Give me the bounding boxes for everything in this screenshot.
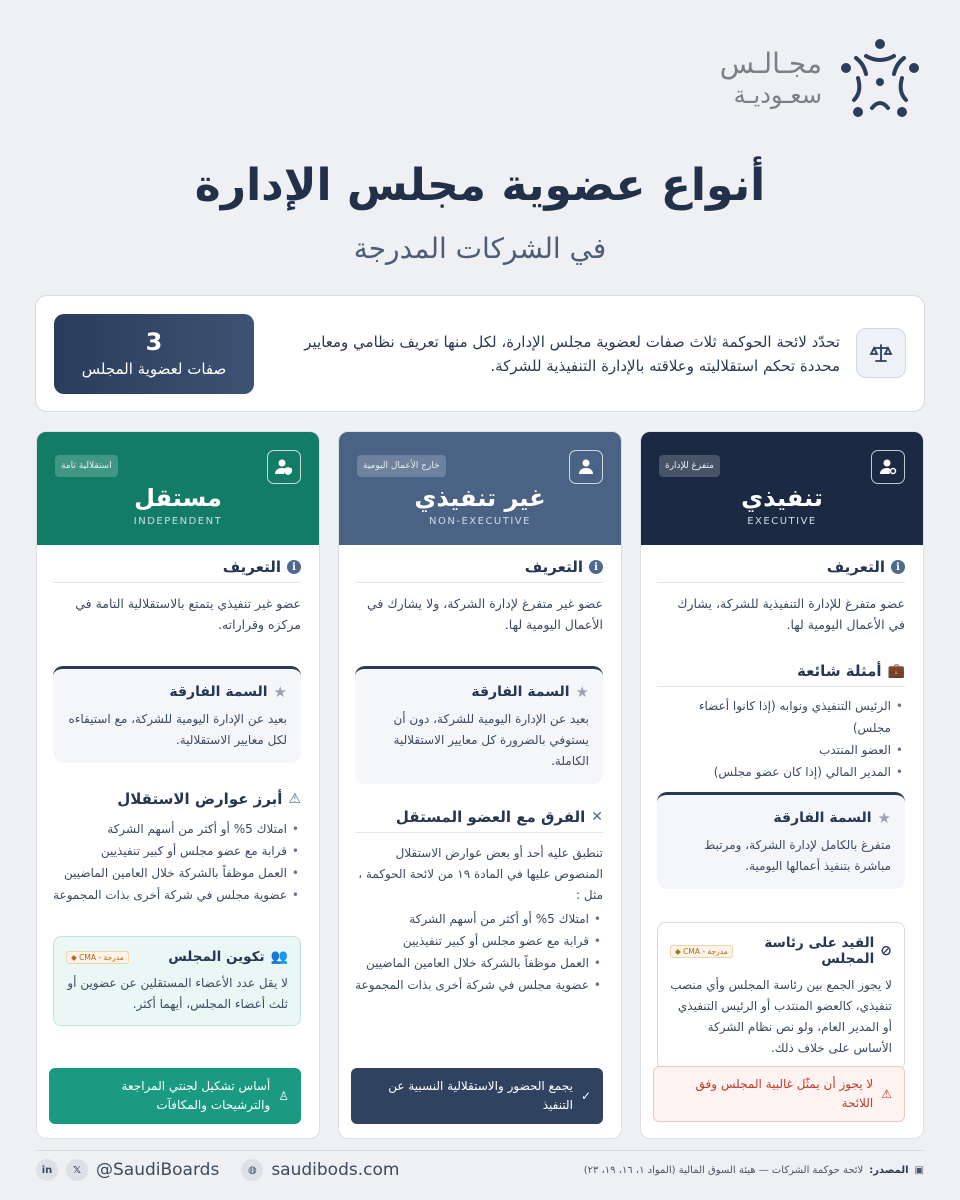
section-title: التعريف	[524, 558, 583, 576]
book-icon: ▣	[914, 1165, 924, 1176]
independent-trait-card	[53, 666, 301, 763]
warning-icon: ⚠	[881, 1086, 892, 1101]
executive-trait-card	[657, 792, 905, 889]
list-item: • العمل موظفاً بالشركة خلال العامين الماضيين	[53, 862, 301, 884]
list-item: • عضوية مجلس في شركة أخرى بذات المجموعة	[355, 974, 603, 996]
list-item: • امتلاك 5% أو أكثر من أسهم الشركة	[355, 908, 603, 930]
list-item: • امتلاك 5% أو أكثر من أسهم الشركة	[53, 818, 301, 840]
executive-footer-alert	[653, 1066, 905, 1122]
executive-definition	[657, 558, 905, 635]
cma-tag: مدرجة - CMA ◆	[670, 945, 733, 958]
star-icon: ★	[273, 683, 287, 701]
source-text: لائحة حوكمة الشركات — هيئة السوق المالية (المواد ١، ١٦، ١٩، ٢٣)	[583, 1165, 864, 1176]
committee-icon: ♙	[278, 1088, 289, 1103]
list-item: • الرئيس التنفيذي ونوابه (إذا كانوا أعضاء مجلس)	[657, 695, 905, 739]
trait-text: متفرغ بالكامل لإدارة الشركة، ومرتبط مباشرة بتنفيذ أعمالها اليومية.	[704, 838, 891, 873]
count-badge	[54, 314, 254, 394]
trait-text: بعيد عن الإدارة اليومية للشركة، دون أن يستوفي بالضرورة كل معايير الاستقلالية الكاملة.	[393, 712, 589, 768]
definition-text: عضو متفرغ للإدارة التنفيذية للشركة، يشارك في الأعمال اليومية لها.	[677, 596, 905, 632]
x-icon: ✕	[591, 809, 603, 825]
banner-text: يجمع الحضور والاستقلالية النسبية عن التنفيذ	[388, 1079, 573, 1112]
list-item: • قرابة مع عضو مجلس أو كبير تنفيذيين	[355, 930, 603, 952]
nonexec-definition	[355, 558, 603, 635]
linkedin-icon[interactable]: in	[36, 1159, 58, 1181]
brand-line-1: مجـالـس	[719, 47, 822, 80]
section-title: التعريف	[826, 558, 885, 576]
trait-text: بعيد عن الإدارة اليومية للشركة، مع استيفاءه لكل معايير الاستقلالية.	[68, 712, 287, 747]
brand-logo	[712, 34, 924, 126]
card-title: السمة الفارقة	[169, 684, 268, 700]
x-icon[interactable]: 𝕏	[66, 1159, 88, 1181]
nonexec-difference	[355, 808, 603, 996]
box-title: تكوين المجلس	[168, 949, 265, 965]
independent-footer-banner	[49, 1068, 301, 1124]
page-footer	[36, 1150, 924, 1190]
brand-emblem-icon	[836, 34, 924, 126]
independent-composition-box	[53, 936, 301, 1026]
section-title: أمثلة شائعة	[796, 662, 882, 680]
nonexec-name-en: NON-EXECUTIVE	[429, 516, 531, 527]
website-link[interactable]: saudibods.com	[271, 1160, 400, 1180]
card-title: السمة الفارقة	[773, 810, 872, 826]
user-gear-icon	[871, 450, 905, 484]
independent-tag: استقلالية تامة	[55, 455, 118, 477]
source-label: المصدر:	[869, 1165, 909, 1176]
alert-text: لا يجوز أن يمثّل غالبية المجلس وفق اللائحة	[695, 1077, 874, 1110]
column-executive	[640, 431, 924, 1139]
users-icon: 👥	[270, 949, 288, 965]
info-icon: i	[891, 560, 905, 574]
column-non-executive	[338, 431, 622, 1139]
intro-panel	[35, 295, 925, 412]
independent-impairments	[53, 790, 301, 906]
page-title: أنواع عضوية مجلس الإدارة	[194, 160, 766, 211]
prohibited-icon: ⊘	[880, 943, 892, 959]
executive-name: تنفيذي	[741, 484, 823, 512]
source-note	[584, 1165, 924, 1176]
column-independent	[36, 431, 320, 1139]
section-title: الفرق مع العضو المستقل	[395, 808, 586, 826]
difference-text: تنطبق عليه أحد أو بعض عوارض الاستقلال المنصوص عليها في المادة ١٩ من لائحة الحوكمة ، مثل :	[358, 846, 603, 902]
executive-name-en: EXECUTIVE	[747, 516, 817, 527]
user-icon	[569, 450, 603, 484]
independent-name: مستقل	[134, 484, 222, 512]
intro-text: تحدّد لائحة الحوكمة ثلاث صفات لعضوية مجلس الإدارة، لكل منها تعريف نظامي ومعايير محددة تحكم استقلاليته وعلاقته بالإدارة التنفيذية للشركة.	[304, 333, 840, 375]
section-title: أبرز عوارض الاستقلال	[117, 790, 283, 808]
box-title: القيد على رئاسة المجلس	[764, 935, 875, 967]
info-icon: i	[589, 560, 603, 574]
list-item: • العمل موظفاً بالشركة خلال العامين الماضيين	[355, 952, 603, 974]
definition-text: عضو غير تنفيذي يتمتع بالاستقلالية التامة في مركزه وقراراته.	[75, 596, 301, 632]
social-links	[36, 1159, 399, 1181]
independent-name-en: INDEPENDENT	[133, 516, 223, 527]
globe-icon[interactable]: ◍	[241, 1159, 263, 1181]
list-item: • عضوية مجلس في شركة أخرى بذات المجموعة	[53, 884, 301, 906]
executive-header	[641, 432, 923, 545]
card-title: السمة الفارقة	[471, 684, 570, 700]
nonexec-footer-banner	[351, 1068, 603, 1124]
independent-definition	[53, 558, 301, 635]
section-title: التعريف	[222, 558, 281, 576]
user-shield-icon	[267, 450, 301, 484]
star-icon: ★	[877, 809, 891, 827]
briefcase-icon: 💼	[887, 663, 905, 679]
list-item: • العضو المنتدب	[657, 739, 905, 761]
count-label: صفات لعضوية المجلس	[81, 360, 227, 378]
restriction-text: لا يجوز الجمع بين رئاسة المجلس وأي منصب تنفيذي، كالعضو المنتدب أو الرئيس التنفيذي أو المدير العام، ولو نص نظام الشركة الأساس على خلاف ذلك.	[670, 978, 892, 1055]
nonexec-header	[339, 432, 621, 545]
cma-tag: مدرجة - CMA ◆	[66, 951, 129, 964]
page-subtitle: في الشركات المدرجة	[353, 232, 607, 265]
executive-tag: متفرغ للإدارة	[659, 455, 720, 477]
count-number: 3	[145, 328, 163, 356]
brand-line-2: سعـوديـة	[733, 81, 822, 109]
list-item: • قرابة مع عضو مجلس أو كبير تنفيذيين	[53, 840, 301, 862]
independent-header	[37, 432, 319, 545]
list-item: • المدير المالي (إذا كان عضو مجلس)	[657, 761, 905, 783]
warning-icon: ⚠	[288, 791, 301, 807]
scales-icon	[856, 328, 906, 378]
composition-text: لا يقل عدد الأعضاء المستقلين عن عضوين أو ثلث أعضاء المجلس، أيهما أكثر.	[67, 976, 288, 1011]
executive-examples	[657, 662, 905, 783]
double-check-icon: ✓	[580, 1088, 591, 1103]
executive-restriction-box	[657, 922, 905, 1070]
nonexec-trait-card	[355, 666, 603, 784]
info-icon: i	[287, 560, 301, 574]
nonexec-tag: خارج الأعمال اليومية	[357, 455, 446, 477]
definition-text: عضو غير متفرغ لإدارة الشركة، ولا يشارك في الأعمال اليومية لها.	[366, 596, 603, 632]
nonexec-name: غير تنفيذي	[414, 484, 546, 512]
banner-text: أساس تشكيل لجنتي المراجعة والترشيحات والمكافآت	[121, 1079, 271, 1112]
star-icon: ★	[575, 683, 589, 701]
social-handle[interactable]: @SaudiBoards	[96, 1160, 220, 1180]
